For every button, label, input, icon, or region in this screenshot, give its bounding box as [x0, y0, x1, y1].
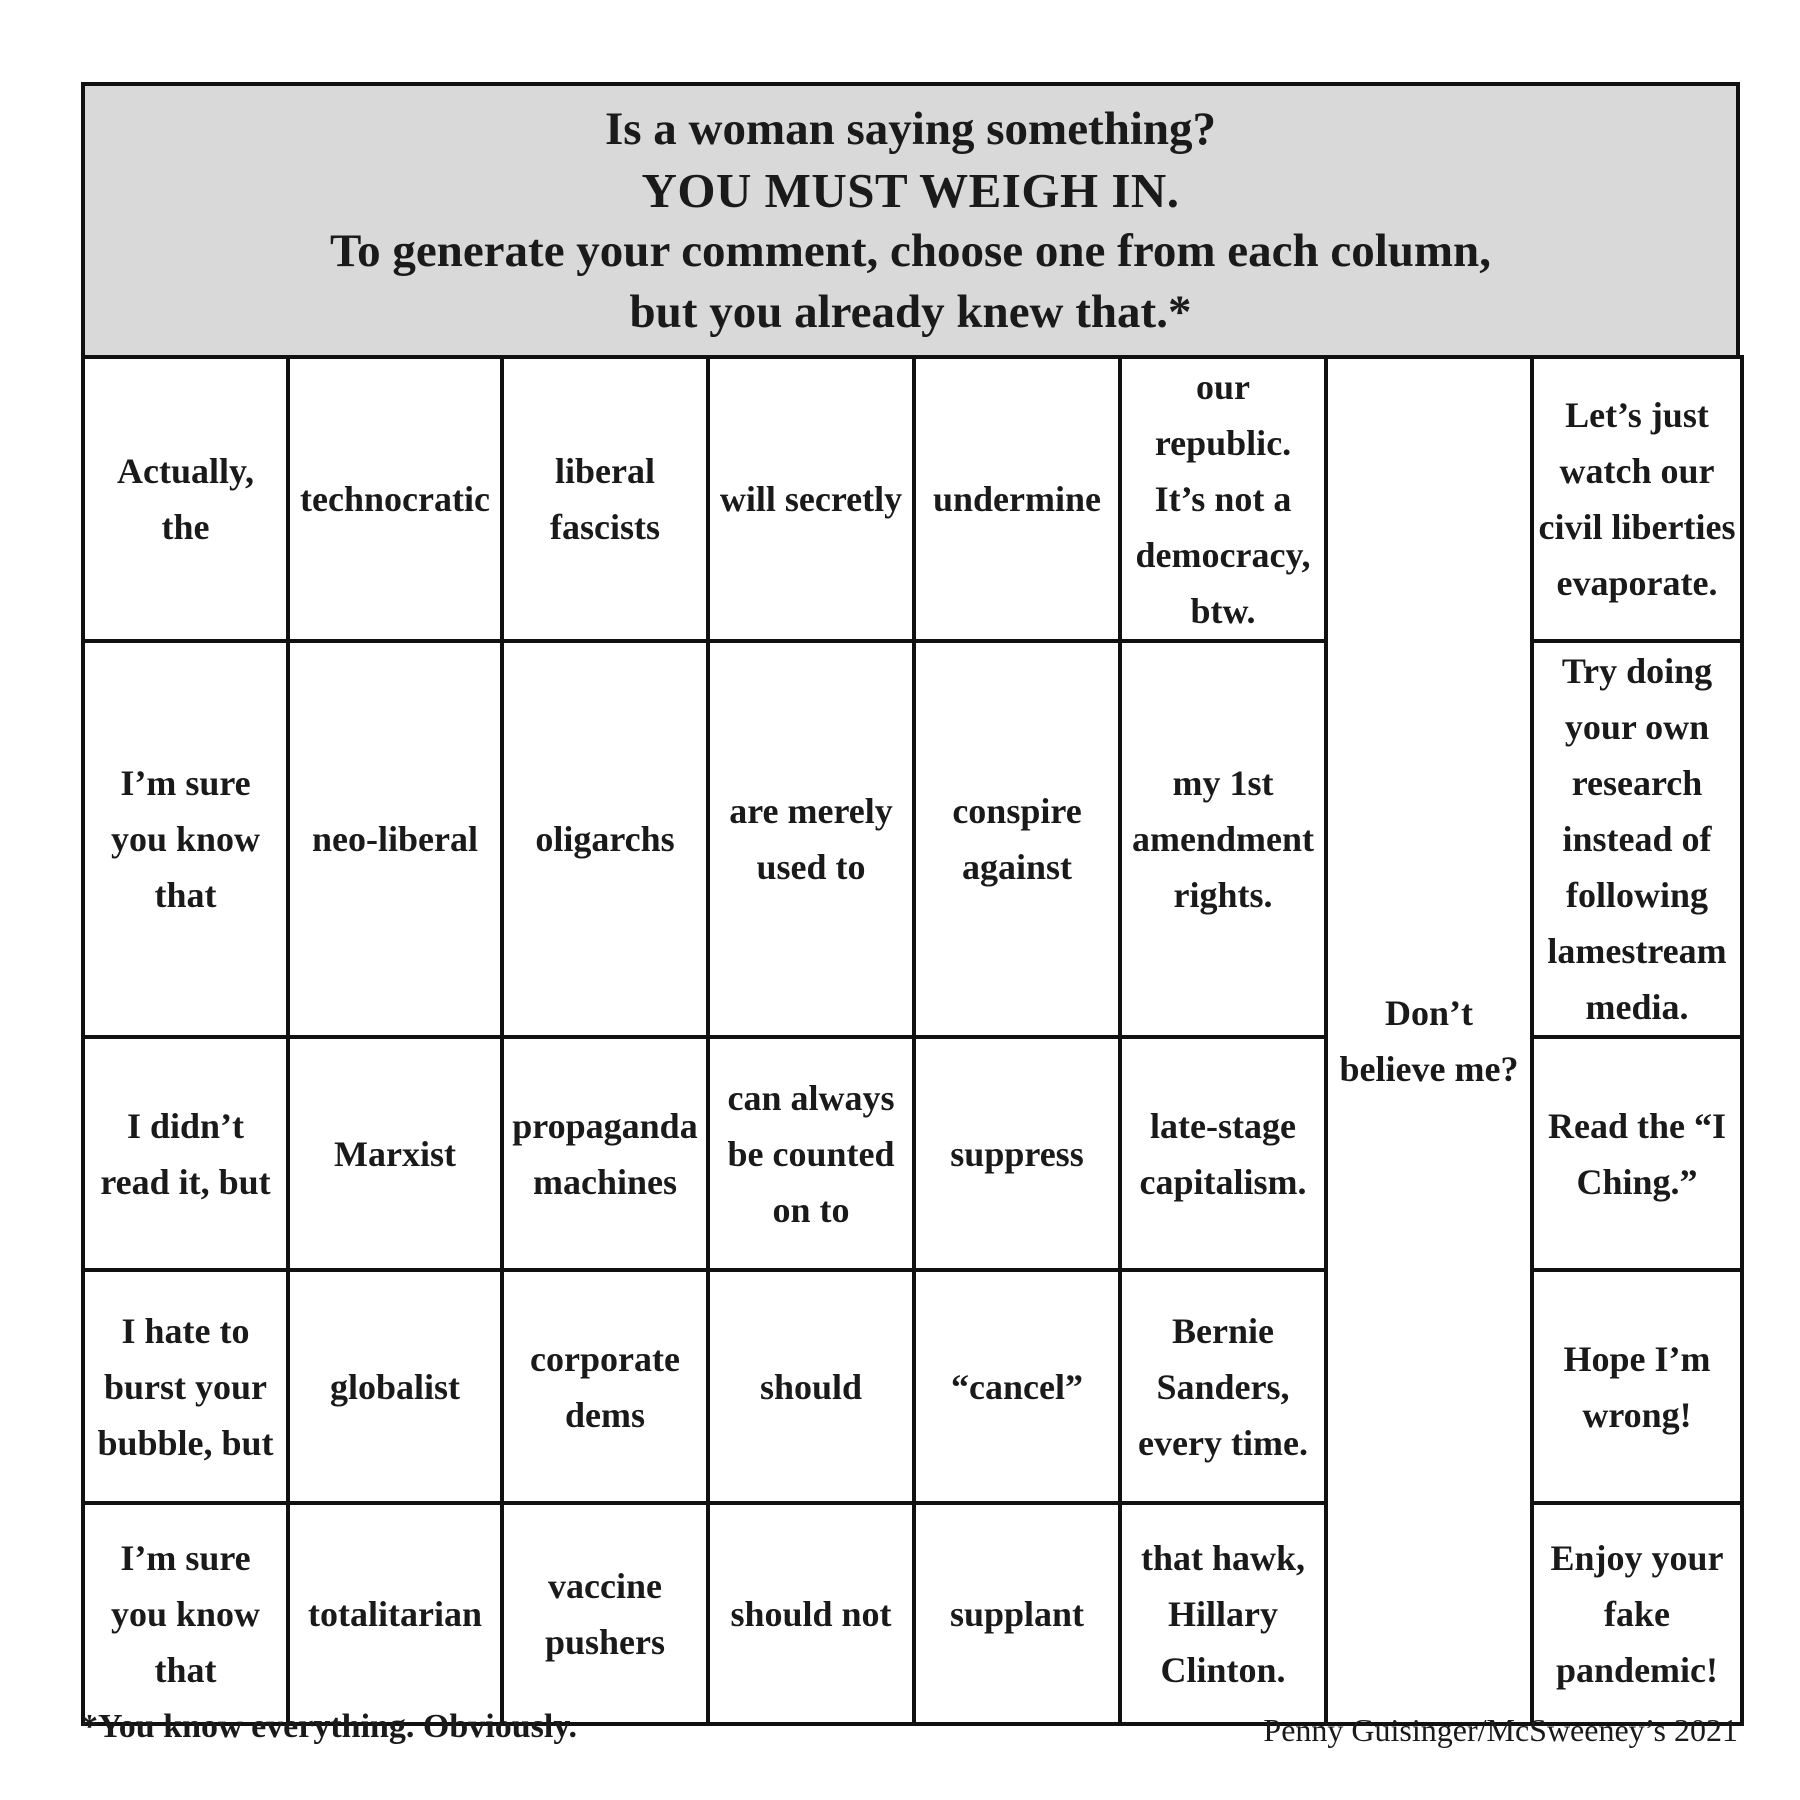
- grid-cell: my 1st amendment rights.: [1120, 641, 1326, 1037]
- header-instruction: To generate your comment, choose one from each column,: [330, 224, 1491, 277]
- grid-cell: corporate dems: [502, 1270, 708, 1503]
- last-column-cell: Hope I’m wrong!: [1532, 1270, 1742, 1503]
- header-question: Is a woman saying something?: [604, 102, 1217, 155]
- grid-cell: vaccine pushers: [502, 1503, 708, 1724]
- grid-cell: late-stage capitalism.: [1120, 1037, 1326, 1270]
- chart-header: [81, 82, 1740, 359]
- grid-cell: Bernie Sanders, every time.: [1120, 1270, 1326, 1503]
- grid-cell: supplant: [914, 1503, 1120, 1724]
- header-aside: but you already knew that.*: [629, 285, 1192, 338]
- grid-cell: Marxist: [288, 1037, 502, 1270]
- phrase-grid: [81, 355, 1744, 1726]
- grid-cell: I’m sure you know that: [83, 641, 288, 1037]
- header-command: YOU MUST WEIGH IN.: [641, 162, 1180, 218]
- grid-cell: I didn’t read it, but: [83, 1037, 288, 1270]
- grid-cell: liberal fascists: [502, 357, 708, 641]
- grid-cell: are merely used to: [708, 641, 914, 1037]
- grid-cell: conspire against: [914, 641, 1120, 1037]
- grid-cell: should not: [708, 1503, 914, 1724]
- last-column-cell: Let’s just watch our civil liberties evaporate.: [1532, 357, 1742, 641]
- grid-cell: our republic. It’s not a democracy, btw.: [1120, 357, 1326, 641]
- grid-row: [83, 357, 1742, 641]
- grid-cell: I hate to burst your bubble, but: [83, 1270, 288, 1503]
- grid-cell: that hawk, Hillary Clinton.: [1120, 1503, 1326, 1724]
- grid-cell: propaganda machines: [502, 1037, 708, 1270]
- grid-cell: “cancel”: [914, 1270, 1120, 1503]
- grid-cell: Actually, the: [83, 357, 288, 641]
- last-column-cell: Try doing your own research instead of following lamestream media.: [1532, 641, 1742, 1037]
- credit-line: Penny Guisinger/McSweeney’s 2021: [1263, 1712, 1738, 1748]
- comment-generator-chart: [81, 82, 1738, 1690]
- grid-cell: suppress: [914, 1037, 1120, 1270]
- shared-column-cell: Don’t believe me?: [1326, 357, 1532, 1724]
- grid-cell: globalist: [288, 1270, 502, 1503]
- grid-cell: should: [708, 1270, 914, 1503]
- last-column-cell: Enjoy your fake pandemic!: [1532, 1503, 1742, 1724]
- grid-cell: neo-liberal: [288, 641, 502, 1037]
- footnote: *You know everything. Obviously.: [81, 1708, 577, 1745]
- grid-cell: totalitarian: [288, 1503, 502, 1724]
- grid-cell: undermine: [914, 357, 1120, 641]
- grid-cell: will secretly: [708, 357, 914, 641]
- last-column-cell: Read the “I Ching.”: [1532, 1037, 1742, 1270]
- grid-cell: can always be counted on to: [708, 1037, 914, 1270]
- grid-cell: technocratic: [288, 357, 502, 641]
- grid-cell: oligarchs: [502, 641, 708, 1037]
- grid-cell: I’m sure you know that: [83, 1503, 288, 1724]
